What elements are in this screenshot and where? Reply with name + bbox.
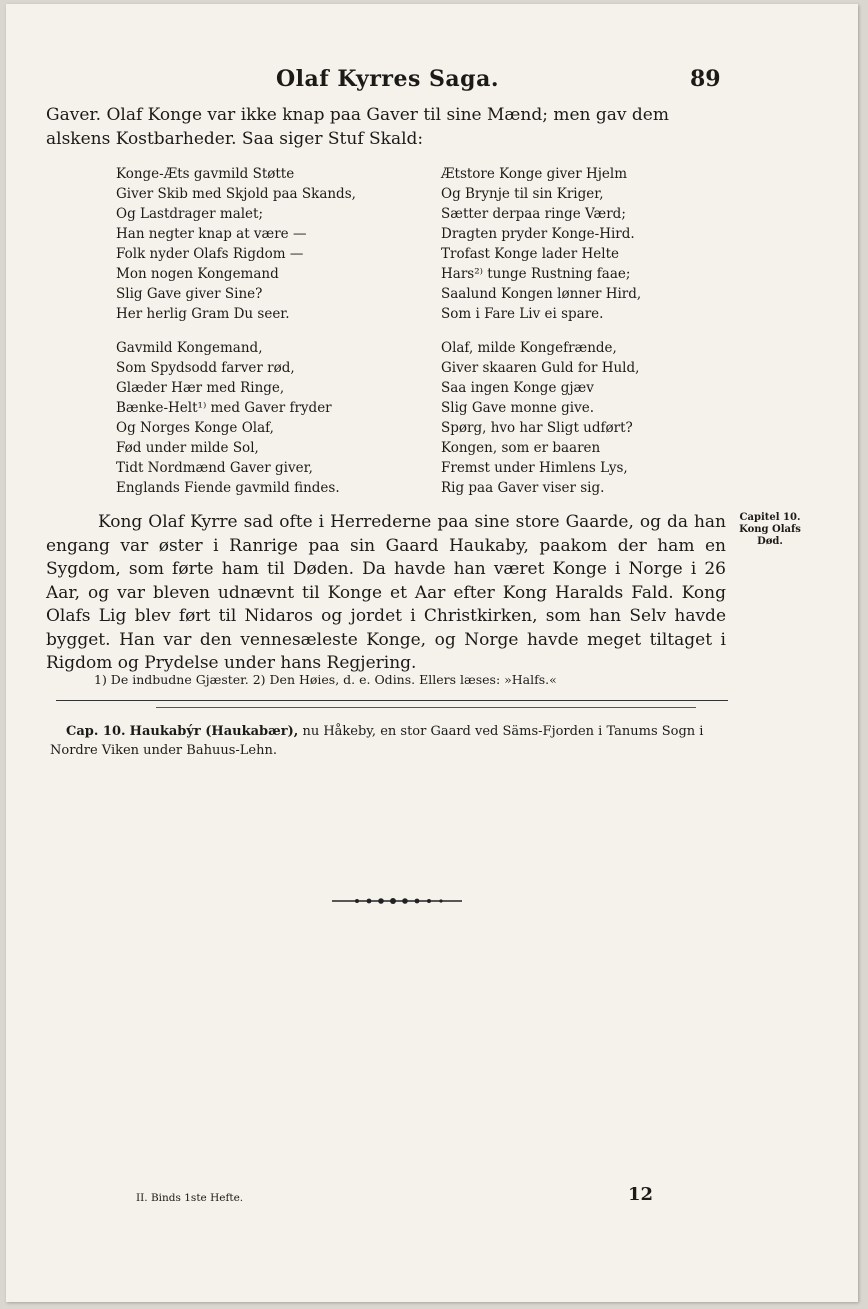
verse-line: Rig paa Gaver viser sig. bbox=[441, 480, 605, 496]
commentary-text: nu Håkeby, en stor Gaard ved Säms-Fjorden i Tanums Sogn i Nordre Viken under Bahuus-Lehn. bbox=[50, 724, 704, 758]
verse-line: Saa ingen Konge gjæv bbox=[441, 380, 594, 396]
verse-line: Englands Fiende gavmild findes. bbox=[116, 480, 340, 496]
margin-note bbox=[728, 512, 812, 548]
verse-line: Kongen, som er baaren bbox=[441, 440, 601, 456]
margin-note-chapter: Capitel 10. bbox=[739, 512, 801, 523]
verse-line: Fød under milde Sol, bbox=[116, 440, 259, 456]
book-page bbox=[6, 4, 858, 1302]
verse-line: Og Lastdrager malet; bbox=[116, 206, 264, 222]
verse-stanza-2-left bbox=[116, 338, 340, 498]
verse-line: Glæder Hær med Ringe, bbox=[116, 380, 285, 396]
verse-line: Saalund Kongen lønner Hird, bbox=[441, 286, 642, 302]
verse-line: Giver skaaren Guld for Huld, bbox=[441, 360, 640, 376]
verse-line: Tidt Nordmænd Gaver giver, bbox=[116, 460, 313, 476]
verse-line: Hars²⁾ tunge Rustning faae; bbox=[441, 266, 631, 282]
verse-line: Han negter knap at være — bbox=[116, 226, 307, 242]
verse-line: Her herlig Gram Du seer. bbox=[116, 306, 290, 322]
footnotes: 1) De indbudne Gjæster. 2) Den Høies, d. e. Odins. Ellers læses: »Halfs.« bbox=[94, 672, 557, 687]
verse-stanza-2-right bbox=[441, 338, 639, 498]
signature-number: 12 bbox=[628, 1184, 654, 1205]
verse-line: Folk nyder Olafs Rigdom — bbox=[116, 246, 304, 262]
divider-rule-thin bbox=[156, 707, 696, 708]
verse-stanza-1-left bbox=[116, 164, 356, 324]
verse-line: Slig Gave giver Sine? bbox=[116, 286, 263, 302]
commentary-label: Cap. 10. bbox=[66, 724, 126, 739]
verse-line: Ætstore Konge giver Hjelm bbox=[441, 166, 628, 182]
commentary-note bbox=[50, 722, 726, 760]
divider-rule bbox=[56, 700, 728, 701]
verse-line: Slig Gave monne give. bbox=[441, 400, 595, 416]
main-paragraph: Kong Olaf Kyrre sad ofte i Herrederne paa sine store Gaarde, og da han engang var øster i Ranrige paa sin Gaard Haukaby, paakom der ham en Sygdom, som førte ham til Døden. Da havde han været Konge i Norge i 26 Aar, og var bleven udnævnt til Konge et Aar efter Kong Haralds Fald. Kong Olafs Lig blev ført til Nidaros og jordet i Christkirken, som han Selv havde bygget. Han var den vennesæleste Konge, og Norge havde meget tiltaget i Rigdom og Prydelse under hans Regjering. bbox=[46, 512, 726, 673]
page-number: 89 bbox=[690, 66, 721, 92]
page-title: Olaf Kyrres Saga. bbox=[276, 66, 499, 92]
verse-line: Trofast Konge lader Helte bbox=[441, 246, 619, 262]
verse-line: Og Norges Konge Olaf, bbox=[116, 420, 274, 436]
verse-line: Giver Skib med Skjold paa Skands, bbox=[116, 186, 356, 202]
verse-line: Gavmild Kongemand, bbox=[116, 340, 263, 356]
signature-mark: II. Binds 1ste Hefte. bbox=[136, 1192, 244, 1204]
intro-paragraph: Gaver. Olaf Konge var ikke knap paa Gaver til sine Mænd; men gav dem alskens Kostbarheder. Saa siger Stuf Skald: bbox=[46, 105, 669, 149]
verse-line: Sætter derpaa ringe Værd; bbox=[441, 206, 626, 222]
verse-stanza-1-right bbox=[441, 164, 641, 324]
verse-line: Bænke-Helt¹⁾ med Gaver fryder bbox=[116, 400, 332, 416]
verse-line: Konge-Æts gavmild Støtte bbox=[116, 166, 295, 182]
commentary-place: Haukabýr (Haukabær), bbox=[129, 724, 299, 739]
verse-line: Mon nogen Kongemand bbox=[116, 266, 279, 282]
verse-line: Spørg, hvo har Sligt udført? bbox=[441, 420, 633, 436]
verse-line: Og Brynje til sin Kriger, bbox=[441, 186, 604, 202]
ornament-divider bbox=[332, 896, 462, 906]
verse-line: Fremst under Himlens Lys, bbox=[441, 460, 628, 476]
verse-line: Som i Fare Liv ei spare. bbox=[441, 306, 604, 322]
verse-line: Dragten pryder Konge-Hird. bbox=[441, 226, 635, 242]
verse-line: Olaf, milde Kongefrænde, bbox=[441, 340, 617, 356]
verse-line: Som Spydsodd farver rød, bbox=[116, 360, 295, 376]
margin-note-subject: Kong Olafs Død. bbox=[739, 524, 801, 547]
